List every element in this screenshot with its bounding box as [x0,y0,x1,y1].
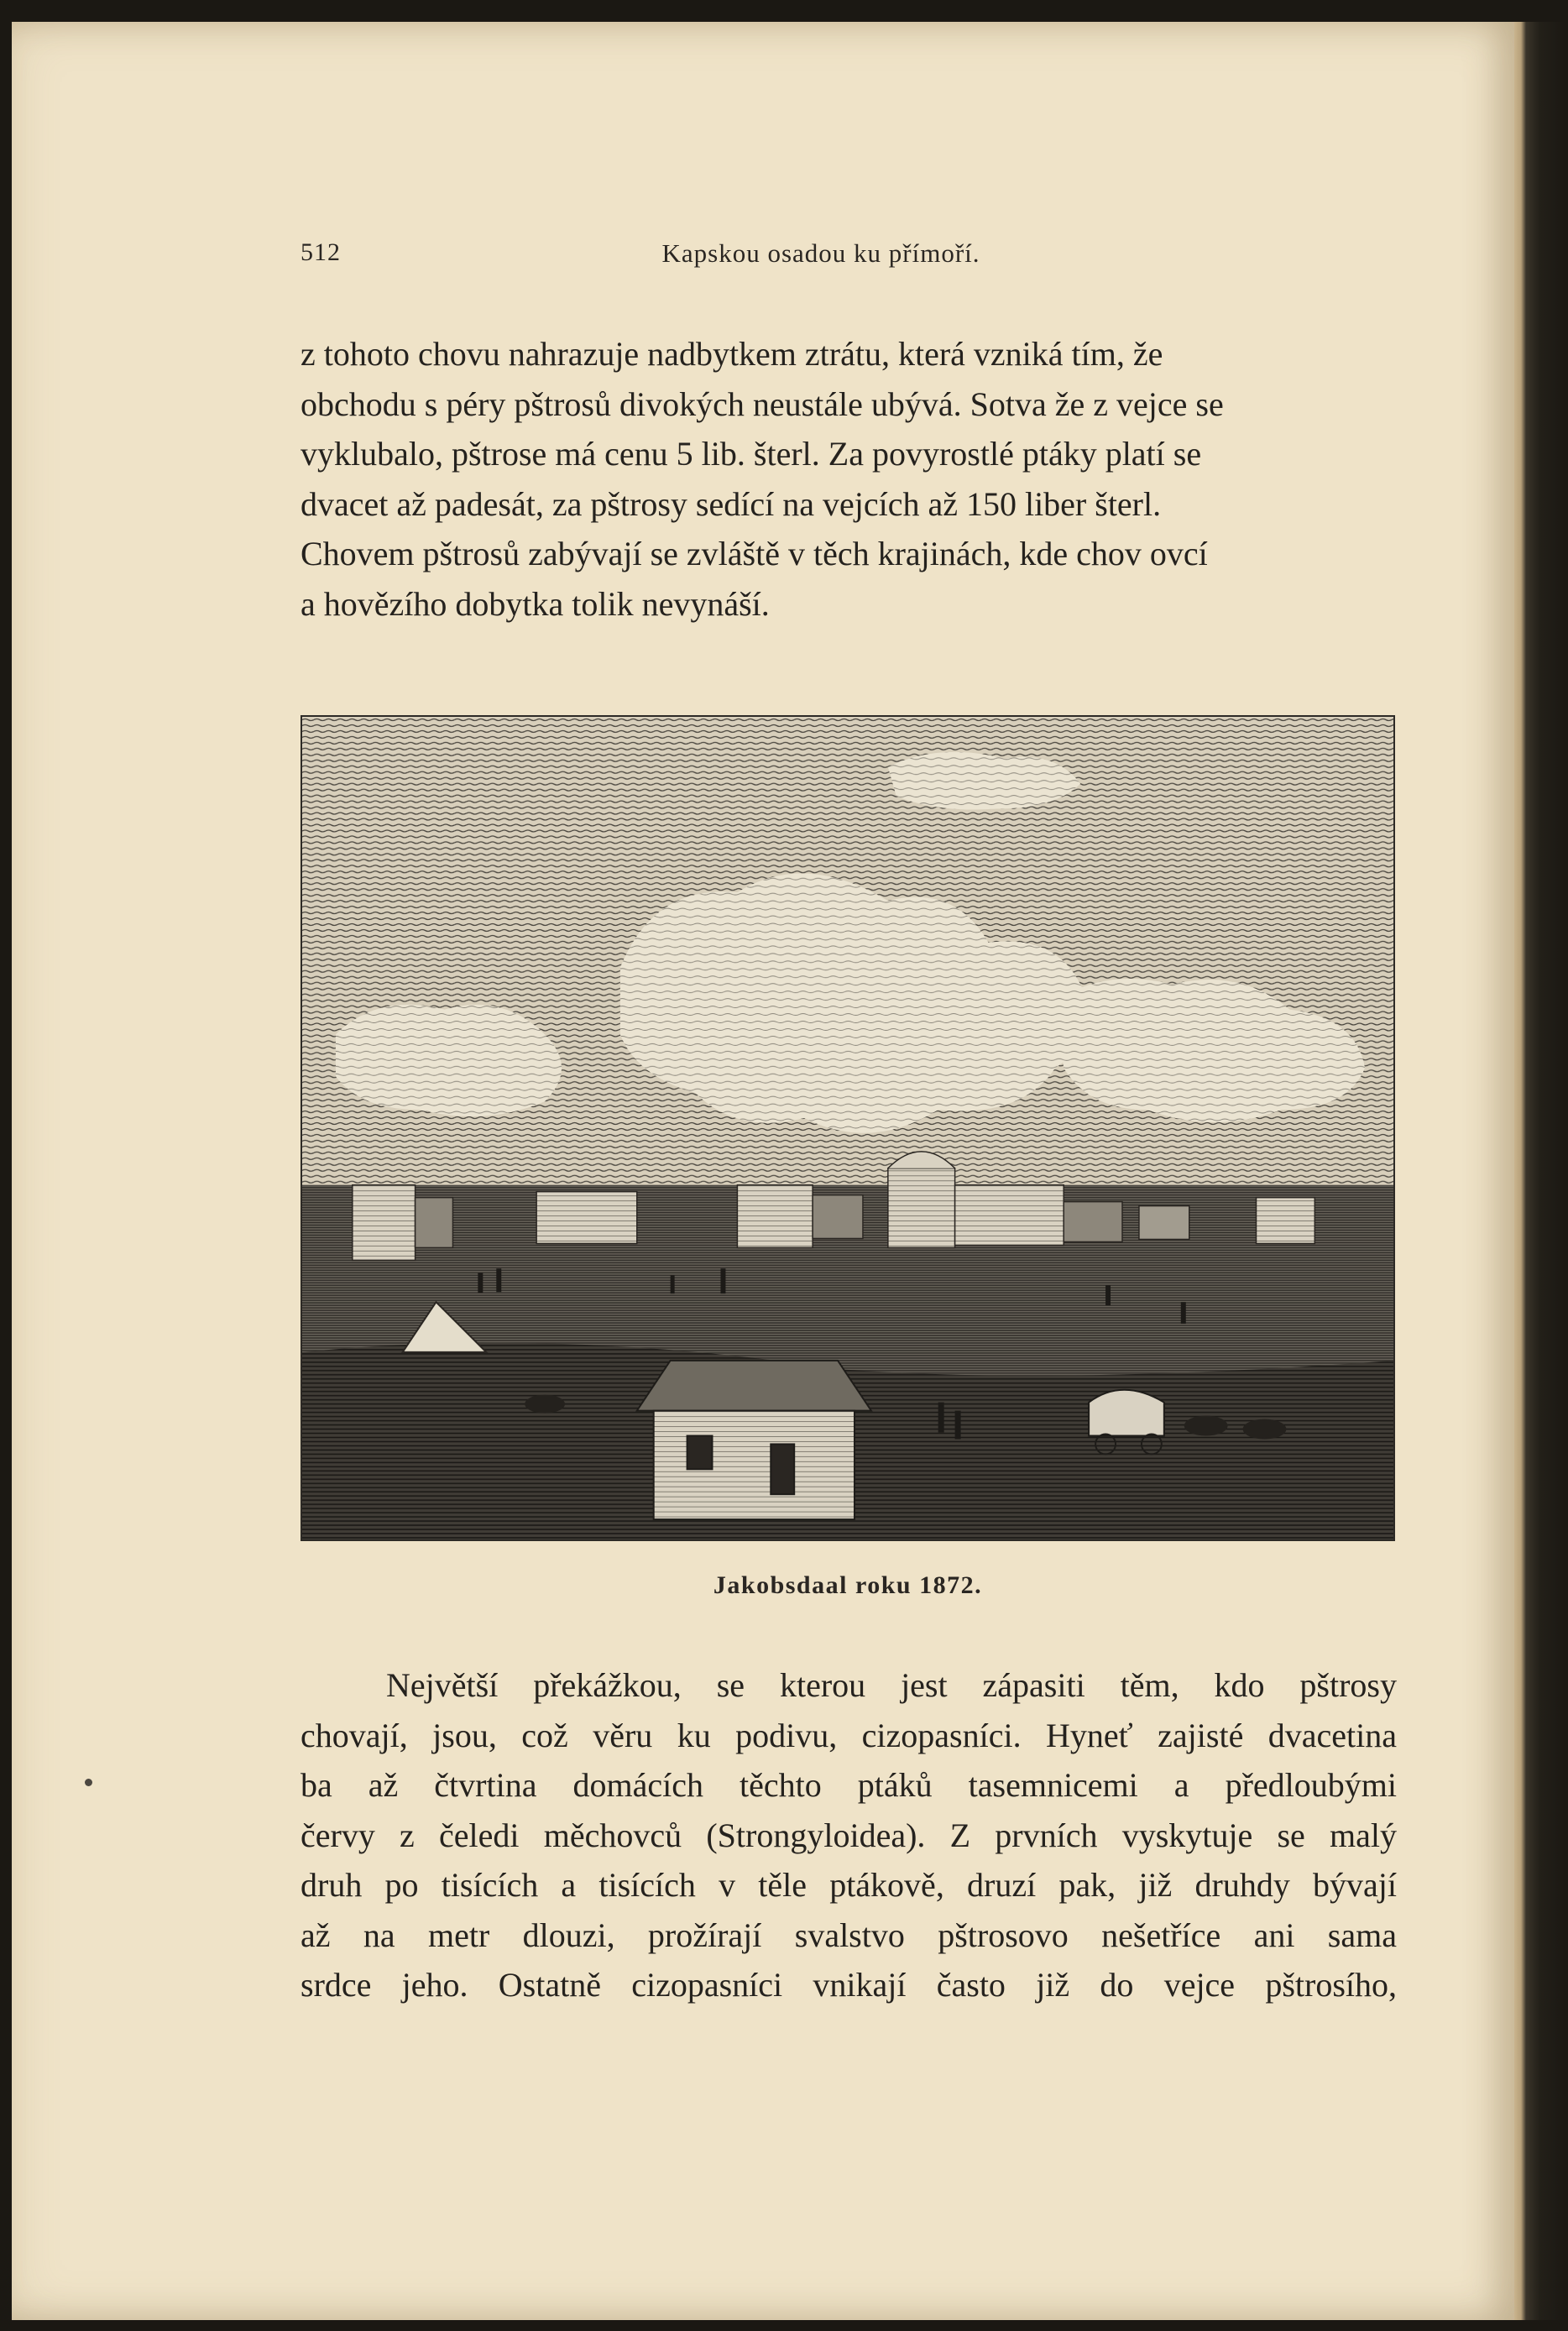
page-number: 512 [301,238,341,266]
paragraph-1-line: a hovězího dobytka tolik nevynáší. [301,584,770,623]
paragraph-2-line: červy z čeledi měchovců (Strongyloidea). Z prvních vyskytuje se malý [301,1816,1397,1854]
figure-caption: Jakobsdaal roku 1872. [713,1571,983,1599]
paragraph-2-line: až na metr dlouzi, prožírají svalstvo pštrosovo nešetříce ani sama [301,1915,1397,1954]
paragraph-2-line: ba až čtvrtina domácích těchto ptáků tasemnicemi a předloubými [301,1766,1397,1804]
paragraph-2-line: druh po tisících a tisících v těle ptákově, druzí pak, již druhdy bývají [301,1866,1397,1904]
paragraph-1-line: z tohoto chovu nahrazuje nadbytkem ztrátu, která vzniká tím, že [301,335,1163,373]
paragraph-1 [301,329,1397,629]
engraving-town-landscape-icon [302,717,1393,1539]
paragraph-1-line: dvacet až padesát, za pštrosy sedící na vejcích až 150 liber šterl. [301,484,1162,523]
paragraph-2-line: Největší překážkou, se kterou jest zápasiti těm, kdo pštrosy [386,1666,1397,1704]
book-spine-edge [1514,22,1565,2320]
paragraph-2-line: srdce jeho. Ostatně cizopasníci vnikají často již do vejce pštrosího, [301,1966,1397,2004]
paragraph-1-line: Chovem pštrosů zabývají se zvláště v těch krajinách, kde chov ovcí [301,535,1208,572]
paragraph-2 [301,1660,1397,2010]
paragraph-2-line: chovají, jsou, což věru ku podivu, cizopasníci. Hyneť zajisté dvacetina [301,1716,1397,1754]
engraving-illustration [301,715,1395,1541]
paragraph-1-line: obchodu s péry pštrosů divokých neustále ubývá. Sotva že z vejce se [301,384,1224,423]
running-title: Kapskou osadou ku přímoří. [661,238,980,268]
ink-speck [85,1779,92,1786]
running-head [301,238,1392,280]
paragraph-1-line: vyklubalo, pštrose má cenu 5 lib. šterl. Za povyrostlé ptáky platí se [301,435,1202,473]
